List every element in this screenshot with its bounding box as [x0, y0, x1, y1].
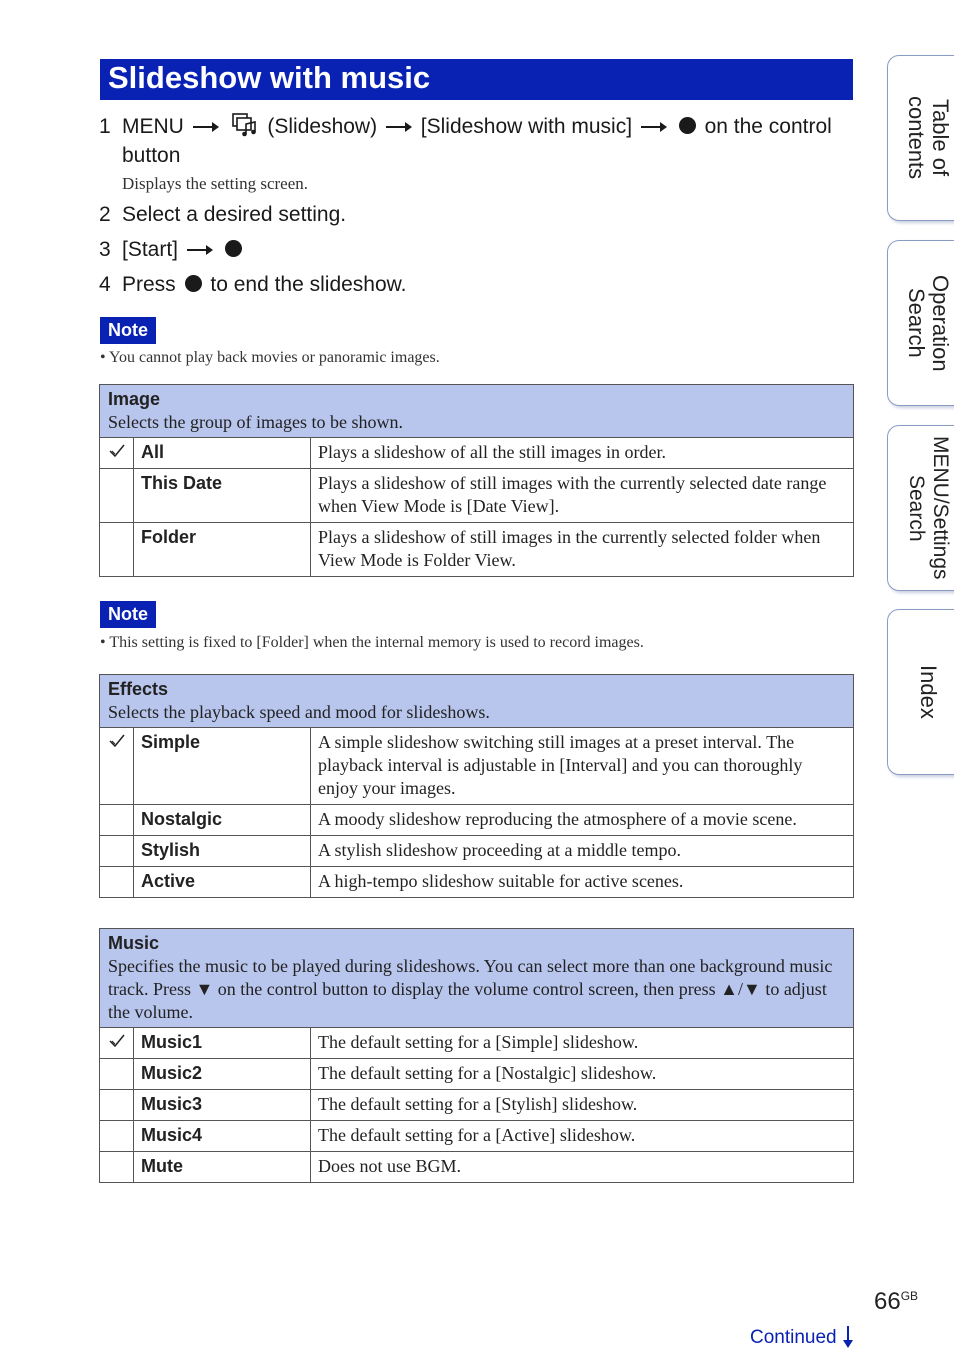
- table-row: [100, 867, 854, 898]
- music-table: [99, 928, 854, 1183]
- table-title: Effects: [108, 679, 169, 699]
- table-row: [100, 438, 854, 469]
- option-name: This Date: [134, 469, 311, 523]
- table-header: [100, 385, 854, 438]
- option-desc: The default setting for a [Stylish] slideshow.: [311, 1090, 854, 1121]
- table-row: [100, 1090, 854, 1121]
- table-title: Music: [108, 933, 160, 953]
- option-name: Mute: [134, 1152, 311, 1183]
- option-desc: Plays a slideshow of all the still images in order.: [311, 438, 854, 469]
- table-row: [100, 1028, 854, 1059]
- option-desc: A simple slideshow switching still images at a preset interval. The playback interval is adjustable in [Interval] and you can thoroughly enjoy your images.: [311, 728, 854, 805]
- page-title-bar: [100, 59, 853, 100]
- table-row: [100, 523, 854, 577]
- option-desc: A moody slideshow reproducing the atmosphere of a movie scene.: [311, 805, 854, 836]
- step-3: 3 [Start]: [99, 235, 245, 264]
- default-check-icon: [109, 734, 125, 748]
- note-text: • You cannot play back movies or panoramic images.: [100, 349, 440, 366]
- option-desc: The default setting for a [Simple] slideshow.: [311, 1028, 854, 1059]
- option-name: Music2: [134, 1059, 311, 1090]
- table-desc: Specifies the music to be played during slideshows. You can select more than one background music track. Press ▼ on the control button to display the volume control screen, then press ▲/▼ to adjust the volume.: [108, 956, 833, 1022]
- option-desc: A high-tempo slideshow suitable for active scenes.: [311, 867, 854, 898]
- tab-label: MENU/Settings Search: [905, 436, 952, 580]
- table-row: [100, 1059, 854, 1090]
- arrow-right-icon: [192, 121, 220, 133]
- table-row: [100, 836, 854, 867]
- arrow-down-icon: [842, 1325, 854, 1349]
- table-header: [100, 675, 854, 728]
- arrow-right-icon: [640, 121, 668, 133]
- option-name: Active: [134, 867, 311, 898]
- option-name: Folder: [134, 523, 311, 577]
- note-label: Note: [100, 601, 156, 628]
- tab-label: Operation Search: [904, 274, 953, 372]
- continued-link[interactable]: Continued: [750, 1325, 854, 1349]
- step-1: 1 MENU (Slideshow) [Slideshow with music] on the control button: [99, 115, 832, 167]
- tab-menu-settings-search[interactable]: [887, 425, 954, 591]
- page-number: $66^{GB}$: [874, 1288, 919, 1315]
- tab-table-of-contents[interactable]: [887, 55, 954, 221]
- step-2: 2 Select a desired setting.: [99, 203, 347, 226]
- arrow-right-icon: [385, 121, 413, 133]
- table-row: [100, 728, 854, 805]
- center-button-icon: [679, 117, 696, 134]
- option-desc: Plays a slideshow of still images with the currently selected date range when View Mode is [Date View].: [311, 469, 854, 523]
- arrow-right-icon: [186, 244, 214, 256]
- option-name: Stylish: [134, 836, 311, 867]
- option-desc: Does not use BGM.: [311, 1152, 854, 1183]
- default-check-icon: [109, 444, 125, 458]
- note-label: Note: [100, 317, 156, 344]
- image-table: [99, 384, 854, 577]
- option-desc: The default setting for a [Nostalgic] slideshow.: [311, 1059, 854, 1090]
- tab-operation-search[interactable]: [887, 240, 954, 406]
- option-name: Music4: [134, 1121, 311, 1152]
- option-desc: A stylish slideshow proceeding at a middle tempo.: [311, 836, 854, 867]
- center-button-icon: [225, 240, 242, 257]
- tab-label: Table of contents: [904, 96, 953, 180]
- tab-label: Index: [916, 665, 941, 719]
- page-title: Slideshow with music: [108, 60, 431, 95]
- table-row: [100, 805, 854, 836]
- table-desc: Selects the group of images to be shown.: [108, 412, 403, 432]
- note-text: • This setting is fixed to [Folder] when the internal memory is used to record images.: [100, 634, 644, 651]
- table-desc: Selects the playback speed and mood for slideshows.: [108, 702, 490, 722]
- slideshow-icon: [232, 113, 258, 137]
- table-header: [100, 929, 854, 1028]
- option-name: All: [134, 438, 311, 469]
- option-name: Nostalgic: [134, 805, 311, 836]
- table-row: [100, 1152, 854, 1183]
- option-desc: Plays a slideshow of still images in the currently selected folder when View Mode is Folder View.: [311, 523, 854, 577]
- table-row: [100, 1121, 854, 1152]
- option-name: Music3: [134, 1090, 311, 1121]
- tab-index[interactable]: [887, 609, 954, 775]
- option-name: Music1: [134, 1028, 311, 1059]
- step-4: 4 Press to end the slideshow.: [99, 273, 407, 296]
- effects-table: [99, 674, 854, 898]
- option-desc: The default setting for a [Active] slideshow.: [311, 1121, 854, 1152]
- center-button-icon: [185, 275, 202, 292]
- option-name: Simple: [134, 728, 311, 805]
- table-title: Image: [108, 389, 161, 409]
- step-1-sub: Displays the setting screen.: [122, 174, 309, 193]
- default-check-icon: [109, 1034, 125, 1048]
- table-row: [100, 469, 854, 523]
